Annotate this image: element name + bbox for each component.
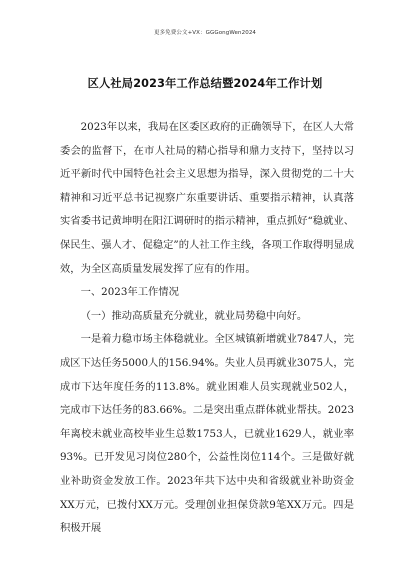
document-title: 区人社局2023年工作总结暨2024年工作计划 [87,77,323,90]
subsection-heading: （一）推动高质量充分就业，就业局势稳中向好。 [80,309,308,322]
intro-paragraph: 2023年以来，我局在区委区政府的正确领导下，在区人大常委会的监督下，在市人社局的精心指导和鼎力支持下，坚持以习近平新时代中国特色社会主义思想为指导，深入贯彻党的二十大精神和习近平总书记视察广东重要讲话、重要指示精神，认真落实省委书记黄坤明在阳江调研时的指示精神，重点抓好“稳就业、保民生、强人才、促稳定”的人社工作主线，各项工作取得明显成效，为全区高质量发展发挥了应有的作用。 [60,121,354,275]
employment-paragraph: 一是着力稳市场主体稳就业。全区城镇新增就业7847人，完成区下达任务5000人的156.94%。失业人员再就业3075人，完成市下达年度任务的113.8%。就业困难人员实现就业502人，完成市下达任务的83.66%。二是突出重点群体就业帮扶。2023年离校未就业高校毕业生总数1753人，已就业1629人，就业率93%。已开发见习岗位280个，公益性岗位114个。三是做好就业补助资金发放工作。2023年共下达中央和省级就业补助资金XX万元，已拨付XX万元。受理创业担保贷款9笔XX万元。四是积极开展 [60,333,354,535]
header-note: 更多免费公文+VX：GGGongWen2024 [153,30,257,36]
document-body [60,116,354,541]
section-heading: 一、2023年工作情况 [80,286,179,299]
